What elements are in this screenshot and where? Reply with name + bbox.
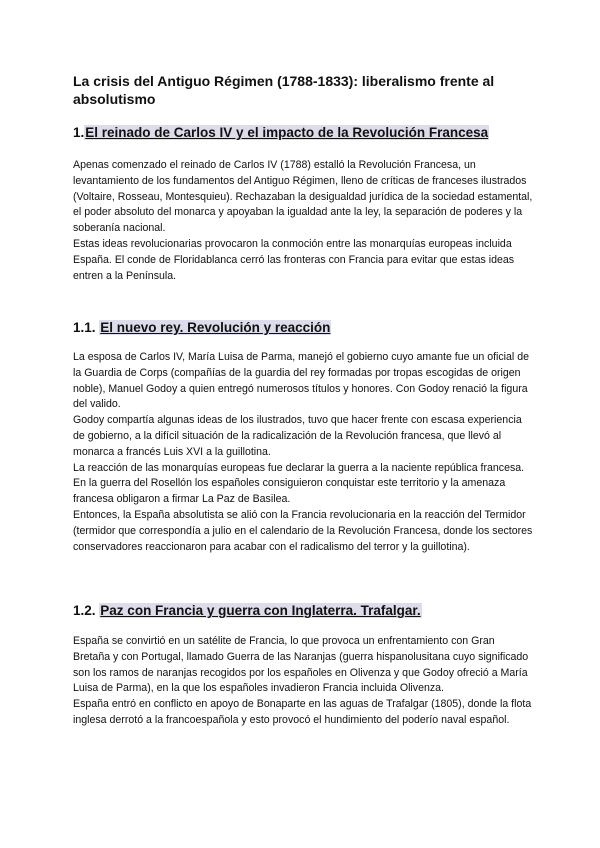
section-heading-text: Paz con Francia y guerra con Inglaterra. Trafalgar. <box>100 603 421 618</box>
section-body-1-2 <box>73 634 533 729</box>
section-heading-1-2 <box>73 602 422 620</box>
paragraph: Estas ideas revolucionarias provocaron la conmoción entre las monarquías europeas incluida España. El conde de Floridablanca cerró las fronteras con Francia para evitar que estas ideas entren a la Península. <box>73 237 515 282</box>
paragraph: Entonces, la España absolutista se alió con la Francia revolucionaria en la reacción del Termidor (termidor que correspondía a julio en el calendario de la Revolución Francesa, donde los sectores conservadores reaccionaron para acabar con el radicalismo del terror y la guillotina). <box>73 508 533 553</box>
paragraph: La reacción de las monarquías europeas fue declarar la guerra a la naciente república francesa. En la guerra del Rosellón los españoles consiguieron conquistar este territorio y la amenaza francesa obligaron a firmar La Paz de Basilea. <box>73 461 525 506</box>
paragraph: Godoy compartía algunas ideas de los ilustrados, tuvo que hacer frente con escasa experiencia de gobierno, a la difícil situación de la radicalización de la Revolución francesa, que llevó al monarca a francés Luis XVI a la guillotina. <box>73 414 522 458</box>
paragraph: La esposa de Carlos IV, María Luisa de Parma, manejó el gobierno cuyo amante fue un oficial de la Guardia de Corps (compañías de la guardia del rey formadas por tropas escogidas de origen noble), Manuel Godoy a quien entregó numerosos títulos y honores. Con Godoy renació la figura del valido. <box>73 351 530 411</box>
paragraph: Apenas comenzado el reinado de Carlos IV (1788) estalló la Revolución Francesa, un levantamiento de los fundamentos del Antiguo Régimen, lleno de críticas de franceses ilustrados (Voltaire, Rosseau, Montesquieu). Rechazaban la desigualdad jurídica de la sociedad estamental, el poder absoluto del monarca y apoyaban la igualdad ante la ley, la separación de poderes y la soberanía nacional. <box>73 159 533 235</box>
section-number: 1.2. <box>73 603 96 618</box>
section-body-1-1 <box>73 350 533 555</box>
section-heading-1-1 <box>73 319 331 337</box>
section-body-1 <box>73 158 533 284</box>
document-title: La crisis del Antiguo Régimen (1788-1833): liberalismo frente al absolutismo <box>73 73 495 107</box>
section-heading-text: El reinado de Carlos IV y el impacto de la Revolución Francesa <box>85 125 489 140</box>
paragraph: España entró en conflicto en apoyo de Bonaparte en las aguas de Trafalgar (1805), donde la flota inglesa derrotó a la francoespañola y esto provocó el hundimiento del poderío naval español. <box>73 698 532 726</box>
section-heading-text: El nuevo rey. Revolución y reacción <box>100 320 331 335</box>
section-number: 1.1. <box>73 320 96 335</box>
section-number: 1. <box>73 125 85 140</box>
section-heading-1 <box>73 124 489 142</box>
paragraph: España se convirtió en un satélite de Francia, lo que provoca un enfrentamiento con Gran Bretaña y con Portugal, llamado Guerra de las Naranjas (guerra hispanolusitana cuyo significado son los ramos de naranjas recogidos por los españoles en Olivenza y que Godoy ofreció a María Luisa de Parma), en la que los españoles invadieron Francia incluida Olivenza. <box>73 635 529 695</box>
